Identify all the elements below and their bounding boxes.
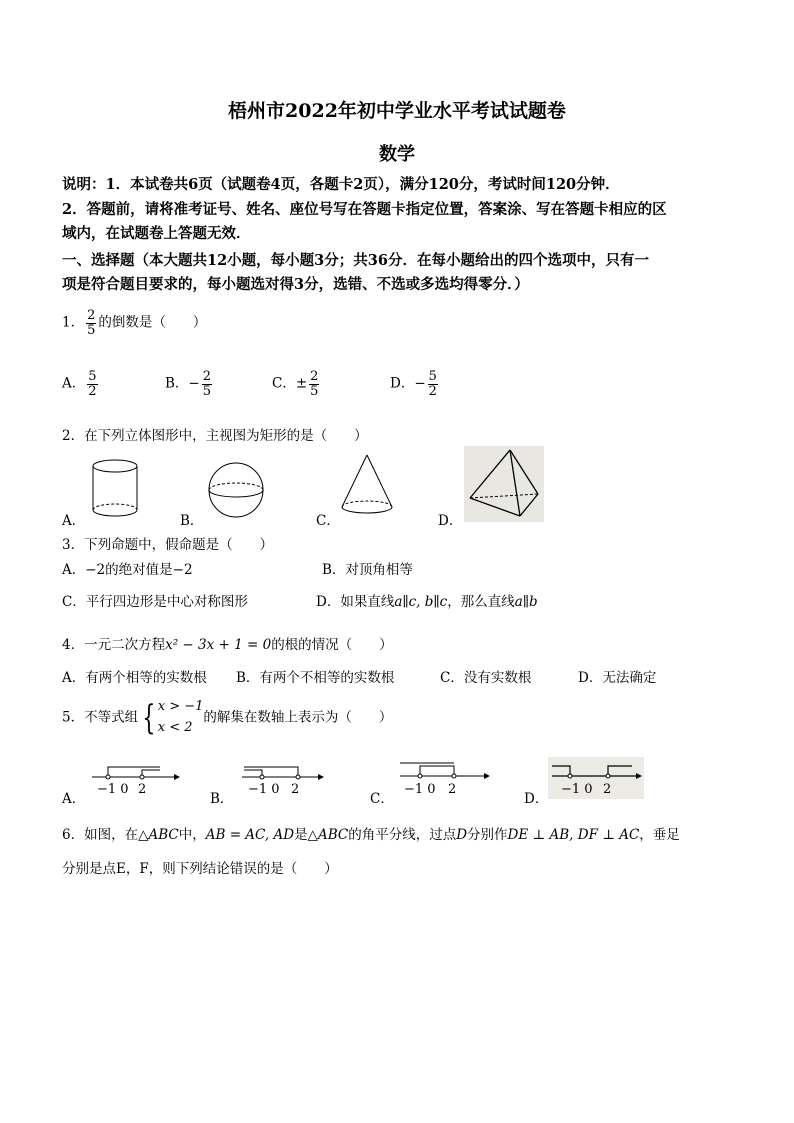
q1-option-b <box>165 370 214 398</box>
question-5 <box>62 697 392 739</box>
q5-c-axis-right: 2 <box>448 782 457 797</box>
q2-option-a: A． <box>62 513 86 529</box>
q6-condition: AB = AC, AD <box>205 827 295 843</box>
pyramid-figure <box>464 446 544 522</box>
q5-pre: 5．不等式组 <box>62 709 139 726</box>
q4-pre: 4．一元二次方程 <box>62 637 166 653</box>
q5-c-axis-left: −1 0 <box>404 782 436 797</box>
instruction-line-3: 域内，在试题卷上答题无效． <box>62 225 251 242</box>
q1-b-num: 2 <box>202 369 212 384</box>
q5-a-numberline <box>90 763 180 783</box>
q6-post: ，垂足 <box>639 827 680 843</box>
q4-equation: x² − 3x + 1 = 0 <box>165 637 272 653</box>
q5-system <box>158 697 204 739</box>
q6-mid: 中， <box>178 827 206 843</box>
q1-c-den: 5 <box>310 383 319 399</box>
instruction-line-2: 2．答题前，请将准考证号、姓名、座位号写在答题卡指定位置，答案涂、写在答题卡相应的区 <box>62 201 667 218</box>
q5-ineq1: x > −1 <box>157 699 204 714</box>
q3-d-math2: a∥b <box>514 594 538 610</box>
cylinder-figure <box>90 458 140 520</box>
q1-option-d <box>390 370 440 398</box>
q5-option-d: D． <box>524 791 549 807</box>
q4-post: 的根的情况（ ） <box>271 637 393 653</box>
q2-option-c: C． <box>316 513 340 529</box>
question-3: 3．下列命题中，假命题是（ ） <box>62 537 274 553</box>
q3-option-a: A．−2的绝对值是−2 <box>62 562 193 578</box>
question-2: 2．在下列立体图形中，主视图为矩形的是（ ） <box>62 428 368 444</box>
q1-d-num: 5 <box>428 369 437 384</box>
q3-option-d <box>316 590 538 610</box>
q1-b-den: 5 <box>202 383 212 399</box>
q6-mid2: 是△ <box>294 827 318 843</box>
section1-heading-a: 一、选择题（本大题共12小题，每小题3分；共36分．在每小题给出的四个选项中，只有一 <box>62 252 649 269</box>
sphere-figure <box>207 461 265 519</box>
q5-option-c: C． <box>370 791 394 807</box>
q1-frac-num: 2 <box>87 308 96 323</box>
q1-a-label: A． <box>62 375 86 392</box>
q5-b-numberline <box>240 763 324 783</box>
q4-option-c: C．没有实数根 <box>440 670 532 686</box>
q6-abc-2: ABC <box>317 827 349 843</box>
q3-option-b: B．对顶角相等 <box>322 562 413 578</box>
subject-title: 数学 <box>379 144 415 165</box>
q5-ineq2: x < 2 <box>157 719 193 735</box>
q1-a-num: 5 <box>88 369 97 384</box>
q1-option-a <box>62 370 100 398</box>
q5-brace: { <box>142 697 156 738</box>
q1-b-label: B．− <box>165 375 200 392</box>
q6-abc: ABC <box>148 827 179 843</box>
q6-mid4: 分别作 <box>467 827 508 843</box>
q1-d-label: D．− <box>390 375 426 392</box>
q1-d-den: 2 <box>428 383 437 399</box>
q2-option-b: B． <box>180 513 204 529</box>
q5-a-axis-left: −1 0 <box>97 782 129 797</box>
q4-option-b: B．有两个不相等的实数根 <box>236 670 395 686</box>
q5-option-b: B． <box>210 791 234 807</box>
q3-d-math: a∥c, b∥c <box>394 594 448 610</box>
q5-d-axis-left: −1 0 <box>561 782 593 797</box>
q6-pre: 6．如图，在△ <box>62 827 149 843</box>
question-4 <box>62 633 393 653</box>
section1-heading-b: 项是符合题目要求的，每小题选对得3分，选错、不选或多选均得零分．） <box>62 276 529 293</box>
q6-mid3: 的角平分线，过点 <box>348 827 457 843</box>
q5-b-axis-left: −1 0 <box>248 782 280 797</box>
q1-c-num: 2 <box>310 369 319 384</box>
q1-a-den: 2 <box>88 383 97 399</box>
instruction-line-1: 说明：1．本试卷共6页（试题卷4页，各题卡2页），满分120分，考试时间120分钟． <box>62 176 620 193</box>
q1-text: 的倒数是（ ） <box>98 314 207 331</box>
q3-option-c: C．平行四边形是中心对称图形 <box>62 594 248 610</box>
q5-post: 的解集在数轴上表示为（ ） <box>203 709 393 726</box>
q6-point-d: D <box>456 827 468 843</box>
q3-d-pre: D．如果直线 <box>316 594 395 610</box>
q6-perp: DE ⊥ AB, DF ⊥ AC <box>507 827 640 843</box>
q1-number: 1． <box>62 314 85 331</box>
q4-option-a: A．有两个相等的实数根 <box>62 670 207 686</box>
q1-frac-den: 5 <box>87 322 96 338</box>
q5-d-axis-right: 2 <box>603 782 612 797</box>
q5-option-a: A． <box>62 791 86 807</box>
q4-option-d: D．无法确定 <box>578 670 657 686</box>
q1-fraction <box>86 309 96 337</box>
q3-d-mid: ，那么直线 <box>447 594 515 610</box>
question-1 <box>62 309 206 337</box>
q1-c-label: C．± <box>272 375 308 392</box>
q5-b-axis-right: 2 <box>291 782 300 797</box>
q1-option-c <box>272 370 321 398</box>
q2-option-d: D． <box>438 513 463 529</box>
question-6-line-1 <box>62 823 680 843</box>
question-6-line-2: 分别是点E，F，则下列结论错误的是（ ） <box>62 861 338 877</box>
exam-title: 梧州市2022年初中学业水平考试试题卷 <box>228 100 566 122</box>
q5-a-axis-right: 2 <box>138 782 147 797</box>
q5-c-numberline <box>398 760 490 782</box>
cone-figure <box>340 453 394 517</box>
